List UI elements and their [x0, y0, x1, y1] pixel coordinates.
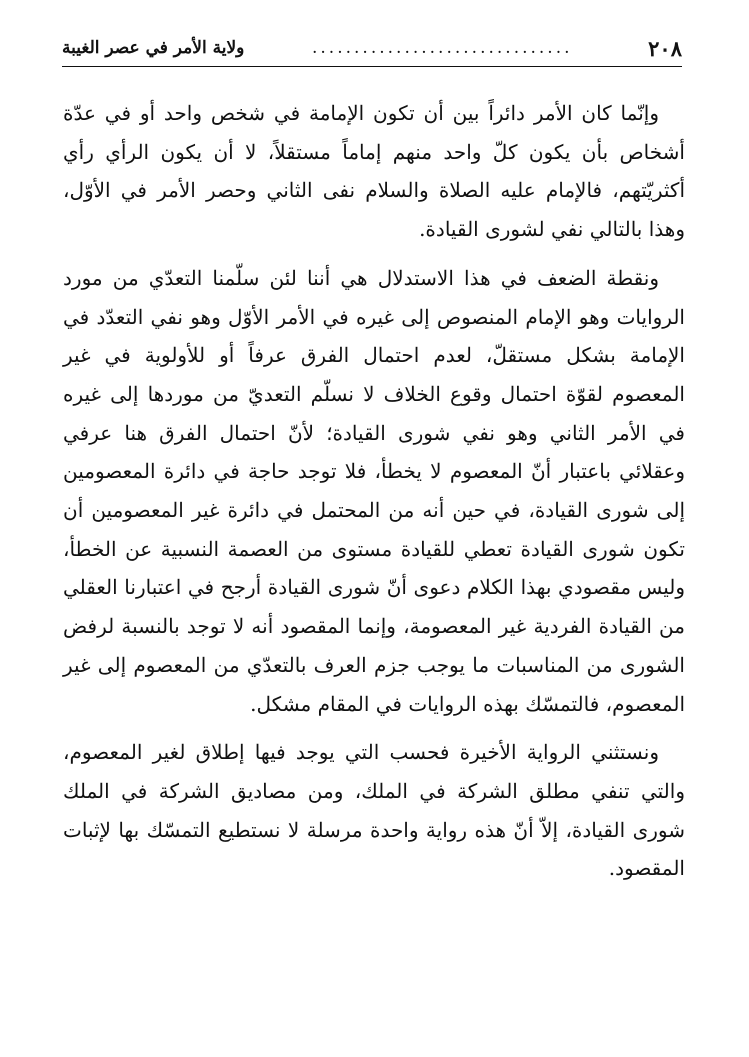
chapter-title: ولاية الأمر في عصر الغيبة [62, 38, 245, 58]
running-header [62, 30, 682, 67]
paragraph: ونستثني الرواية الأخيرة فحسب التي يوجد فيها إطلاق لغير المعصوم، والتي تنفي مطلق الشركة في الملك، ومن مصاديق الشركة في الملك شورى القيادة، إلاّ أنّ هذه رواية واحدة مرسلة لا نستطيع التمسّك بها لإثبات المقصود. [63, 740, 685, 881]
page-number: ٢٠٨ [648, 35, 682, 61]
body-text [63, 94, 685, 898]
paragraph: ونقطة الضعف في هذا الاستدلال هي أننا لئن سلّمنا التعدّي من مورد الروايات وهو الإمام المنصوص إلى غيره في الأمر الأوّل وهو نفي التعدّد في الإمامة بشكل مستقلّ، لعدم احتمال الفرق عرفاً أو للأولوية في غير المعصوم لقوّة احتمال وقوع الخلاف لا نسلّم التعديّ من موردها إلى غيره في الأمر الثاني وهو نفي شورى القيادة؛ لأنّ احتمال الفرق هنا عرفي وعقلائي باعتبار أنّ المعصوم لا يخطأ، فلا توجد حاجة في دائرة المعصومين إلى شورى القيادة، في حين أنه من المحتمل في دائرة غير المعصومين أن تكون شورى القيادة تعطي للقيادة مستوى من العصمة النسبية عن الخطأ، وليس مقصودي بهذا الكلام دعوى أنّ شورى القيادة أرجح في اعتبارنا العقلي من القيادة الفردية غير المعصومة، وإنما المقصود أنه لا توجد بالنسبة لرفض الشورى من المناسبات ما يوجب جزم العرف بالتعدّي من المعصوم إلى غير المعصوم، فالتمسّك بهذه الروايات في المقام مشكل. [63, 265, 685, 716]
dot-leader: ............................... [312, 38, 573, 58]
paragraph: وإنّما كان الأمر دائراً بين أن تكون الإمامة في شخص واحد أو في عدّة أشخاص بأن يكون كلّ واحد منهم إماماً مستقلاً، لا أن يكون الرأي رأي أكثريّتهم، فالإمام عليه الصلاة والسلام نفى الثاني وحصر الأمر في الأوّل، وهذا بالتالي نفي لشورى القيادة. [63, 101, 686, 242]
